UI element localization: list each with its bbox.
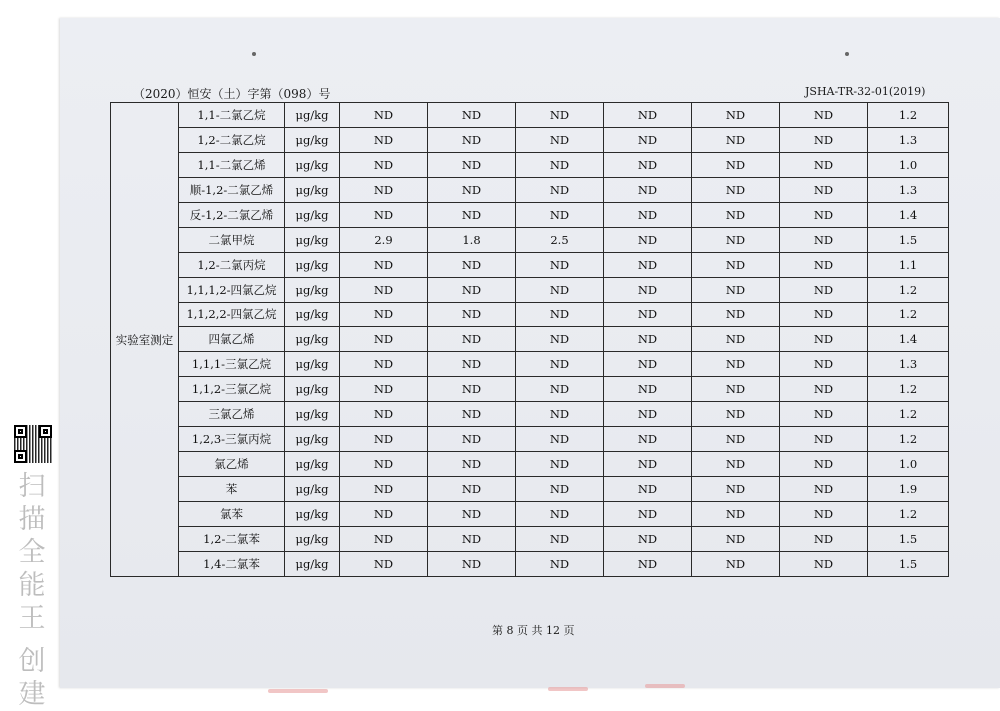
unit-cell: μg/kg <box>285 152 340 177</box>
result-cell: ND <box>604 302 692 327</box>
result-cell: ND <box>516 377 604 402</box>
result-cell: ND <box>780 526 868 551</box>
table-row <box>111 551 949 576</box>
detection-limit-cell: 1.2 <box>868 502 949 527</box>
result-cell: ND <box>780 551 868 576</box>
result-cell: ND <box>340 477 428 502</box>
result-cell: ND <box>604 377 692 402</box>
result-cell: ND <box>780 252 868 277</box>
result-cell: ND <box>780 452 868 477</box>
detection-limit-cell: 1.5 <box>868 551 949 576</box>
result-cell: ND <box>516 202 604 227</box>
result-cell: ND <box>692 252 780 277</box>
unit-cell: μg/kg <box>285 551 340 576</box>
detection-limit-cell: 1.2 <box>868 277 949 302</box>
compound-name: 四氯乙烯 <box>179 327 285 352</box>
result-cell: ND <box>780 202 868 227</box>
unit-cell: μg/kg <box>285 352 340 377</box>
detection-limit-cell: 1.2 <box>868 103 949 128</box>
result-cell: ND <box>516 526 604 551</box>
compound-name: 1,1,2-三氯乙烷 <box>179 377 285 402</box>
result-cell: ND <box>692 352 780 377</box>
compound-name: 三氯乙烯 <box>179 402 285 427</box>
result-cell: ND <box>428 427 516 452</box>
unit-cell: μg/kg <box>285 526 340 551</box>
compound-name: 反-1,2-二氯乙烯 <box>179 202 285 227</box>
unit-cell: μg/kg <box>285 277 340 302</box>
result-cell: ND <box>428 127 516 152</box>
unit-cell: μg/kg <box>285 477 340 502</box>
result-cell: ND <box>516 452 604 477</box>
result-cell: ND <box>780 477 868 502</box>
page-footer: 第 8 页 共 12 页 <box>492 624 575 637</box>
result-cell: ND <box>780 502 868 527</box>
table-row <box>111 327 949 352</box>
result-cell: ND <box>604 352 692 377</box>
result-cell: ND <box>428 377 516 402</box>
result-cell: ND <box>780 277 868 302</box>
result-cell: ND <box>692 277 780 302</box>
result-cell: ND <box>340 452 428 477</box>
unit-cell: μg/kg <box>285 252 340 277</box>
result-cell: ND <box>340 177 428 202</box>
table-row <box>111 402 949 427</box>
detection-limit-cell: 1.2 <box>868 402 949 427</box>
result-cell: ND <box>692 526 780 551</box>
table-row <box>111 377 949 402</box>
table-row <box>111 526 949 551</box>
unit-cell: μg/kg <box>285 227 340 252</box>
result-cell: ND <box>516 302 604 327</box>
result-cell: ND <box>692 302 780 327</box>
result-cell: ND <box>340 327 428 352</box>
result-cell: ND <box>604 227 692 252</box>
result-cell: ND <box>604 277 692 302</box>
result-cell: ND <box>692 127 780 152</box>
result-cell: ND <box>428 252 516 277</box>
result-cell: ND <box>428 302 516 327</box>
result-cell: ND <box>604 402 692 427</box>
stamp-fragment <box>645 684 685 688</box>
result-cell: ND <box>692 427 780 452</box>
result-cell: ND <box>516 327 604 352</box>
table-row <box>111 302 949 327</box>
result-cell: ND <box>692 477 780 502</box>
result-cell: ND <box>340 352 428 377</box>
result-cell: ND <box>428 352 516 377</box>
unit-cell: μg/kg <box>285 377 340 402</box>
result-cell: ND <box>516 152 604 177</box>
result-cell: ND <box>516 477 604 502</box>
result-cell: ND <box>428 152 516 177</box>
result-cell: 1.8 <box>428 227 516 252</box>
result-cell: ND <box>516 352 604 377</box>
result-cell: ND <box>516 103 604 128</box>
result-cell: ND <box>780 402 868 427</box>
unit-cell: μg/kg <box>285 402 340 427</box>
result-cell: ND <box>780 302 868 327</box>
result-cell: ND <box>428 103 516 128</box>
watermark-line1: 扫描全能王 <box>18 471 46 634</box>
result-cell: ND <box>340 402 428 427</box>
result-cell: ND <box>780 103 868 128</box>
result-cell: ND <box>428 477 516 502</box>
result-cell: ND <box>340 551 428 576</box>
detection-limit-cell: 1.1 <box>868 252 949 277</box>
result-cell: ND <box>604 177 692 202</box>
unit-cell: μg/kg <box>285 427 340 452</box>
table-row <box>111 427 949 452</box>
results-table <box>110 102 949 577</box>
result-cell: ND <box>340 377 428 402</box>
result-cell: ND <box>604 502 692 527</box>
detection-limit-cell: 1.3 <box>868 127 949 152</box>
result-cell: ND <box>340 202 428 227</box>
stamp-fragment <box>268 689 328 693</box>
watermark-line2: 创建 <box>18 646 46 710</box>
result-cell: ND <box>340 302 428 327</box>
detection-limit-cell: 1.9 <box>868 477 949 502</box>
result-cell: ND <box>516 277 604 302</box>
compound-name: 1,2,3-三氯丙烷 <box>179 427 285 452</box>
result-cell: ND <box>692 227 780 252</box>
detection-limit-cell: 1.4 <box>868 327 949 352</box>
result-cell: ND <box>604 327 692 352</box>
unit-cell: μg/kg <box>285 103 340 128</box>
qr-code <box>14 425 52 463</box>
result-cell: ND <box>692 327 780 352</box>
result-cell: ND <box>340 277 428 302</box>
result-cell: ND <box>692 452 780 477</box>
result-cell: ND <box>692 103 780 128</box>
detection-limit-cell: 1.2 <box>868 377 949 402</box>
result-cell: ND <box>604 152 692 177</box>
result-cell: ND <box>340 427 428 452</box>
result-cell: ND <box>692 502 780 527</box>
punch-dot <box>252 52 256 56</box>
result-cell: ND <box>692 202 780 227</box>
result-cell: ND <box>692 377 780 402</box>
table-row <box>111 227 949 252</box>
detection-limit-cell: 1.4 <box>868 202 949 227</box>
result-cell: ND <box>340 127 428 152</box>
unit-cell: μg/kg <box>285 452 340 477</box>
result-cell: ND <box>516 427 604 452</box>
result-cell: ND <box>780 377 868 402</box>
compound-name: 1,1-二氯乙烯 <box>179 152 285 177</box>
form-code: JSHA-TR-32-01(2019) <box>805 85 926 98</box>
compound-name: 氯苯 <box>179 502 285 527</box>
result-cell: ND <box>340 502 428 527</box>
detection-limit-cell: 1.5 <box>868 227 949 252</box>
result-cell: ND <box>428 177 516 202</box>
compound-name: 1,2-二氯苯 <box>179 526 285 551</box>
result-cell: ND <box>692 402 780 427</box>
result-cell: ND <box>780 177 868 202</box>
result-cell: ND <box>428 502 516 527</box>
compound-name: 氯乙烯 <box>179 452 285 477</box>
compound-name: 苯 <box>179 477 285 502</box>
table-row <box>111 277 949 302</box>
table-row <box>111 202 949 227</box>
result-cell: ND <box>516 177 604 202</box>
unit-cell: μg/kg <box>285 177 340 202</box>
compound-name: 1,1,1,2-四氯乙烷 <box>179 277 285 302</box>
result-cell: ND <box>428 277 516 302</box>
result-cell: ND <box>780 427 868 452</box>
result-cell: ND <box>516 127 604 152</box>
result-cell: ND <box>428 526 516 551</box>
result-cell: ND <box>604 103 692 128</box>
unit-cell: μg/kg <box>285 127 340 152</box>
result-cell: ND <box>340 103 428 128</box>
compound-name: 1,4-二氯苯 <box>179 551 285 576</box>
unit-cell: μg/kg <box>285 302 340 327</box>
compound-name: 1,1,1-三氯乙烷 <box>179 352 285 377</box>
result-cell: ND <box>780 227 868 252</box>
result-cell: ND <box>604 127 692 152</box>
result-cell: ND <box>604 202 692 227</box>
result-cell: ND <box>604 477 692 502</box>
result-cell: ND <box>604 551 692 576</box>
result-cell: ND <box>428 452 516 477</box>
category-cell: 实验室测定 <box>111 103 179 577</box>
table-row <box>111 252 949 277</box>
result-cell: ND <box>604 252 692 277</box>
unit-cell: μg/kg <box>285 327 340 352</box>
result-cell: ND <box>428 327 516 352</box>
result-cell: ND <box>340 152 428 177</box>
detection-limit-cell: 1.3 <box>868 352 949 377</box>
result-cell: ND <box>604 526 692 551</box>
compound-name: 1,1-二氯乙烷 <box>179 103 285 128</box>
unit-cell: μg/kg <box>285 502 340 527</box>
result-cell: ND <box>780 327 868 352</box>
detection-limit-cell: 1.2 <box>868 302 949 327</box>
result-cell: ND <box>516 402 604 427</box>
table-row <box>111 152 949 177</box>
result-cell: ND <box>516 252 604 277</box>
result-cell: 2.5 <box>516 227 604 252</box>
table-row <box>111 352 949 377</box>
detection-limit-cell: 1.0 <box>868 152 949 177</box>
result-cell: ND <box>516 502 604 527</box>
detection-limit-cell: 1.0 <box>868 452 949 477</box>
table-row <box>111 502 949 527</box>
unit-cell: μg/kg <box>285 202 340 227</box>
detection-limit-cell: 1.2 <box>868 427 949 452</box>
result-cell: ND <box>692 551 780 576</box>
stamp-fragment <box>548 687 588 691</box>
detection-limit-cell: 1.3 <box>868 177 949 202</box>
compound-name: 1,1,2,2-四氯乙烷 <box>179 302 285 327</box>
result-cell: ND <box>428 202 516 227</box>
punch-dot <box>845 52 849 56</box>
result-cell: ND <box>780 152 868 177</box>
result-cell: ND <box>780 352 868 377</box>
result-cell: ND <box>692 152 780 177</box>
result-cell: ND <box>428 402 516 427</box>
result-cell: ND <box>780 127 868 152</box>
table-row <box>111 452 949 477</box>
result-cell: ND <box>692 177 780 202</box>
detection-limit-cell: 1.5 <box>868 526 949 551</box>
table-row <box>111 177 949 202</box>
report-number: （2020）恒安（土）字第（098）号 <box>133 87 331 101</box>
compound-name: 二氯甲烷 <box>179 227 285 252</box>
result-cell: 2.9 <box>340 227 428 252</box>
table-row <box>111 477 949 502</box>
scanner-watermark <box>14 470 50 711</box>
table-row <box>111 127 949 152</box>
compound-name: 顺-1,2-二氯乙烯 <box>179 177 285 202</box>
table-row <box>111 103 949 128</box>
result-cell: ND <box>340 252 428 277</box>
result-cell: ND <box>516 551 604 576</box>
results-table-body <box>111 103 949 577</box>
result-cell: ND <box>428 551 516 576</box>
compound-name: 1,2-二氯乙烷 <box>179 127 285 152</box>
result-cell: ND <box>604 452 692 477</box>
compound-name: 1,2-二氯丙烷 <box>179 252 285 277</box>
result-cell: ND <box>340 526 428 551</box>
result-cell: ND <box>604 427 692 452</box>
